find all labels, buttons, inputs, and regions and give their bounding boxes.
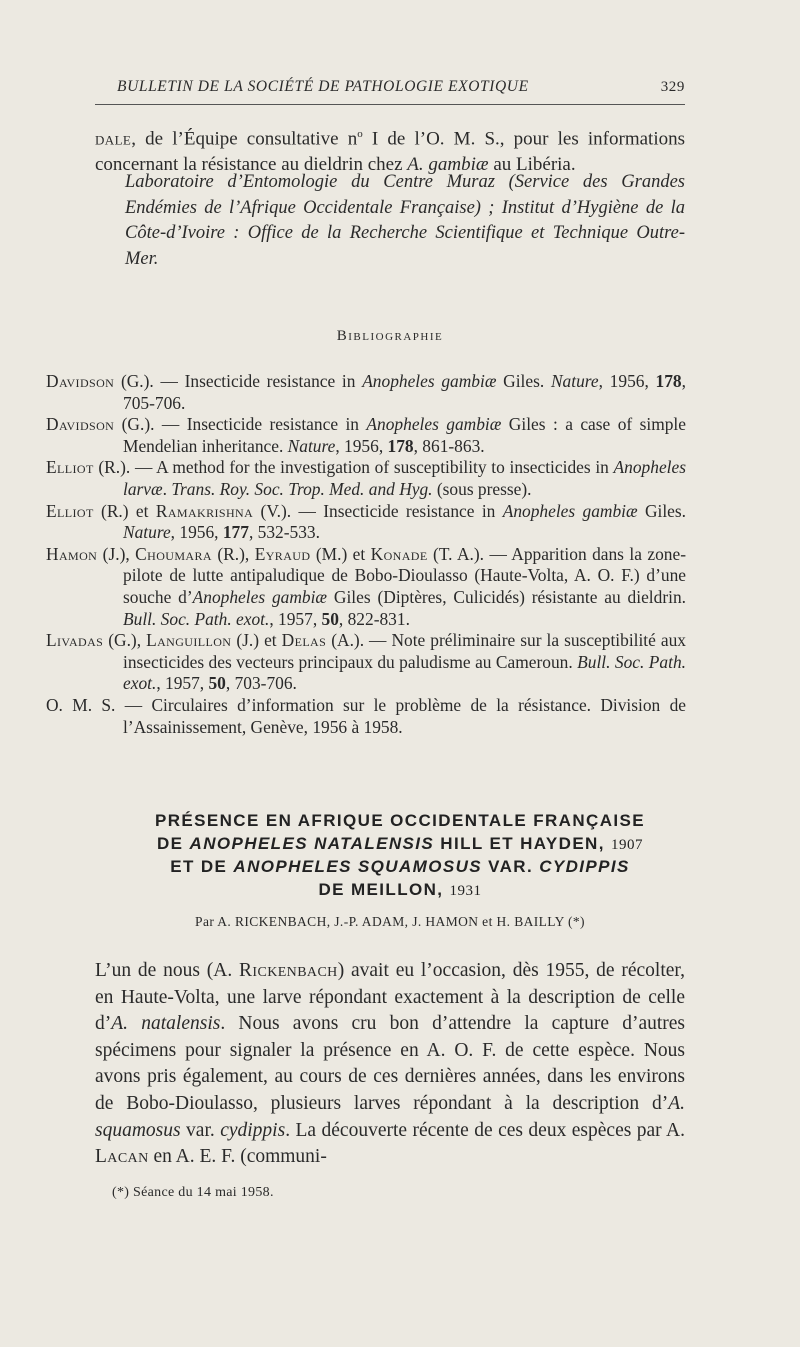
bibliography-entry: Hamon (J.), Choumara (R.), Eyraud (M.) et Konade (T. A.). — Apparition dans la zone-pilote de lutte antipaludique de Bobo-Dioulasso (Haute-Volta, A. O. F.) d’une souche d’Anopheles gambiæ Giles (Diptères, Culicidés) résistante au dieldrin. Bull. Soc. Path. exot., 1957, 50, 822-831. <box>46 543 686 629</box>
page-number: 329 <box>660 79 685 95</box>
bibliography-entry: Davidson (G.). — Insecticide resistance in Anopheles gambiæ Giles : a case of simple Mendelian inheritance. Nature, 1956, 178, 861-863. <box>46 414 686 456</box>
bibliography-entry: Elliot (R.) et Ramakrishna (V.). — Insecticide resistance in Anopheles gambiæ Giles. Nature, 1956, 177, 532-533. <box>46 500 687 543</box>
footnote: (*) Séance du 14 mai 1958. <box>112 1185 274 1200</box>
article-body-paragraph: L’un de nous (A. Rickenbach) avait eu l’occasion, dès 1955, de récolter, en Haute-Volta, une larve répondant exactement à la description de celle d’A. natalensis. Nous avons cru bon d’attendre la capture d’autres spécimens pour signaler la présence en A. O. F. de cette espèce. Nous avons pris également, au cours de ces dernières années, dans les environs de Bobo-Dioulasso, plusieurs larves répondant à la description d’A. squamosus var. cydippis. La découverte récente de ces deux espèces par A. Lacan en A. E. F. (communi- <box>95 960 686 1168</box>
title-line: DE MEILLON, 1931 <box>318 879 482 899</box>
title-line: PRÉSENCE EN AFRIQUE OCCIDENTALE FRANÇAISE <box>155 811 645 830</box>
bibliography-entry: Livadas (G.), Languillon (J.) et Delas (A.). — Note préliminaire sur la susceptibilité aux insecticides des vecteurs principaux du paludisme au Cameroun. Bull. Soc. Path. exot., 1957, 50, 703-706. <box>46 630 686 694</box>
species-name: A. gambiæ <box>407 154 489 176</box>
article-authors: Par A. RICKENBACH, J.-P. ADAM, J. HAMON et H. BAILLY (*) <box>195 914 585 929</box>
article-title <box>60 810 740 902</box>
running-header <box>95 78 685 96</box>
bibliography-entry: Elliot (R.). — A method for the investigation of susceptibility to insecticides in Anopheles larvæ. Trans. Roy. Soc. Trop. Med. and Hyg. (sous presse). <box>46 457 686 499</box>
bibliography-heading: Bibliographie <box>336 328 444 344</box>
header-rule <box>95 104 685 105</box>
intro-name: dale <box>95 128 132 150</box>
affiliation: Laboratoire d’Entomologie du Centre Muraz (Service des Grandes Endémies de l’Afrique Occidentale Française) ; Institut d’Hygiène de la Côte-d’Ivoire : Office de la Recherche Scientifique et Technique Outre-Mer. <box>125 172 685 269</box>
bibliography-list <box>46 371 686 738</box>
bibliography-entry: O. M. S. — Circulaires d’information sur le problème de la résistance. Division de l’Assainissement, Genève, 1956 à 1958. <box>46 694 686 737</box>
title-line: ET DE ANOPHELES SQUAMOSUS VAR. CYDIPPIS <box>170 857 630 876</box>
title-line: DE ANOPHELES NATALENSIS HILL ET HAYDEN, 1907 <box>157 833 643 853</box>
intro-paragraph: dale, de l’Équipe consultative $n^o$ I de l’O. M. S., pour les informations concernant la résistance au dieldrin chez A. gambiæ au Libéria. <box>95 128 685 176</box>
journal-title: BULLETIN DE LA SOCIÉTÉ DE PATHOLOGIE EXOTIQUE <box>117 78 529 95</box>
bibliography-entry: Davidson (G.). — Insecticide resistance in Anopheles gambiæ Giles. Nature, 1956, 178, 705-706. <box>46 371 686 413</box>
